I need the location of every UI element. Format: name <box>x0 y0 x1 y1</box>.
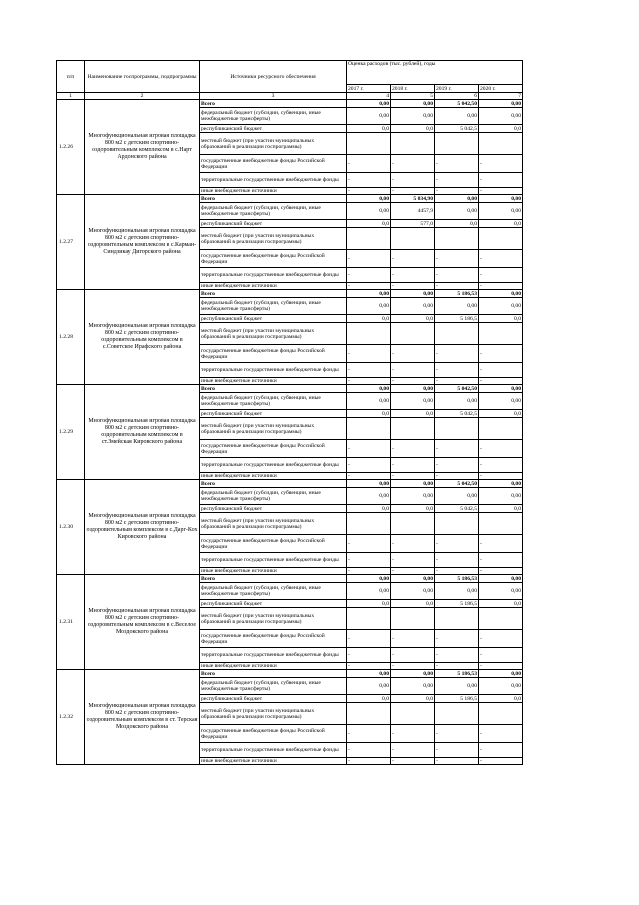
value-state-funds-1: - <box>391 535 435 553</box>
value-other-sources-2: - <box>435 568 479 575</box>
value-federal-1: 0,00 <box>391 108 435 125</box>
source-label-other-sources: иные внебюджетные источники <box>200 473 347 480</box>
source-label-state-funds: государственные внебюджетные фонды Российской Федерации <box>200 725 347 743</box>
value-territorial-funds-3: - <box>479 743 523 758</box>
value-other-sources-3: - <box>479 283 523 290</box>
value-republican-0: 0,0 <box>347 220 391 228</box>
value-territorial-funds-0: - <box>347 458 391 473</box>
value-total-2: 5 042,50 <box>435 480 479 488</box>
source-label-federal: федеральный бюджет (субсидии, субвенции, иные межбюджетные трансферты) <box>200 583 347 600</box>
value-state-funds-0: - <box>347 725 391 743</box>
value-territorial-funds-3: - <box>479 458 523 473</box>
value-other-sources-2: - <box>435 283 479 290</box>
value-state-funds-3: - <box>479 630 523 648</box>
value-total-1: 0,00 <box>391 100 435 108</box>
value-local-2 <box>435 513 479 535</box>
value-federal-1: 0,00 <box>391 678 435 695</box>
value-territorial-funds-2: - <box>435 743 479 758</box>
value-total-2: 5 186,53 <box>435 575 479 583</box>
source-label-state-funds: государственные внебюджетные фонды Российской Федерации <box>200 535 347 553</box>
value-territorial-funds-2: - <box>435 458 479 473</box>
value-republican-2: 0,0 <box>435 220 479 228</box>
value-local-3 <box>479 323 523 345</box>
projects-body <box>57 100 523 765</box>
value-total-0: 0,00 <box>347 195 391 203</box>
value-state-funds-1: - <box>391 250 435 268</box>
project-name: Многофункциональная игровая площадка 800 м2 с детским спортивно-оздоровительным комплексом в с.Карман-Синдзикау Дигорского района <box>85 195 200 290</box>
value-total-0: 0,00 <box>347 480 391 488</box>
source-label-state-funds: государственные внебюджетные фонды Российской Федерации <box>200 630 347 648</box>
value-republican-2: 5 186,5 <box>435 600 479 608</box>
value-other-sources-3: - <box>479 758 523 765</box>
table-row <box>57 480 523 488</box>
value-republican-3: 0,0 <box>479 315 523 323</box>
project-name: Многофункциональная игровая площадка 800 м2 с детским спортивно-оздоровительным комплексом в ст. Терская Моздокского района <box>85 670 200 765</box>
value-total-1: 0,00 <box>391 670 435 678</box>
project-name: Многофункциональная игровая площадка 800 м2 с детским спортивно-оздоровительным комплексом в с.Дарг-Кох Кировского района <box>85 480 200 575</box>
value-republican-1: 0,0 <box>391 505 435 513</box>
value-other-sources-0: - <box>347 188 391 195</box>
value-state-funds-3: - <box>479 155 523 173</box>
source-label-other-sources: иные внебюджетные источники <box>200 188 347 195</box>
value-state-funds-2: - <box>435 155 479 173</box>
budget-table <box>56 60 523 765</box>
value-local-3 <box>479 228 523 250</box>
value-federal-0: 0,00 <box>347 108 391 125</box>
value-territorial-funds-2: - <box>435 553 479 568</box>
value-federal-0: 0,00 <box>347 393 391 410</box>
value-local-2 <box>435 323 479 345</box>
value-other-sources-0: - <box>347 473 391 480</box>
value-local-1 <box>391 133 435 155</box>
value-other-sources-2: - <box>435 663 479 670</box>
value-federal-2: 0,00 <box>435 488 479 505</box>
value-republican-2: 5 186,5 <box>435 315 479 323</box>
value-local-2 <box>435 703 479 725</box>
value-republican-3: 0,0 <box>479 695 523 703</box>
value-federal-3: 0,00 <box>479 393 523 410</box>
value-total-1: 0,00 <box>391 575 435 583</box>
value-local-1 <box>391 608 435 630</box>
value-federal-0: 0,00 <box>347 488 391 505</box>
project-name: Многофункциональная игровая площадка 800 м2 с детским спортивно-оздоровительным комплексом в с.Веселое Моздокского района <box>85 575 200 670</box>
value-other-sources-3: - <box>479 663 523 670</box>
value-other-sources-1: - <box>391 188 435 195</box>
value-total-3: 0,00 <box>479 195 523 203</box>
value-federal-1: 0,00 <box>391 298 435 315</box>
value-state-funds-0: - <box>347 250 391 268</box>
source-label-federal: федеральный бюджет (субсидии, субвенции, иные межбюджетные трансферты) <box>200 393 347 410</box>
value-territorial-funds-2: - <box>435 363 479 378</box>
value-local-0 <box>347 703 391 725</box>
value-other-sources-2: - <box>435 188 479 195</box>
value-total-3: 0,00 <box>479 670 523 678</box>
value-territorial-funds-3: - <box>479 648 523 663</box>
source-label-federal: федеральный бюджет (субсидии, субвенции, иные межбюджетные трансферты) <box>200 203 347 220</box>
source-label-other-sources: иные внебюджетные источники <box>200 568 347 575</box>
source-label-total: Всего <box>200 575 347 583</box>
value-other-sources-0: - <box>347 283 391 290</box>
value-local-1 <box>391 323 435 345</box>
project-number: 1.2.28 <box>57 290 85 385</box>
value-local-1 <box>391 703 435 725</box>
value-local-0 <box>347 133 391 155</box>
value-state-funds-2: - <box>435 250 479 268</box>
table-row <box>57 290 523 298</box>
value-republican-0: 0,0 <box>347 505 391 513</box>
source-label-territorial-funds: территориальные государственные внебюджетные фонды <box>200 648 347 663</box>
source-label-republican: республиканский бюджет <box>200 600 347 608</box>
value-territorial-funds-1: - <box>391 363 435 378</box>
value-state-funds-0: - <box>347 535 391 553</box>
value-republican-3: 0,0 <box>479 220 523 228</box>
value-republican-0: 0,0 <box>347 410 391 418</box>
value-total-2: 0,00 <box>435 195 479 203</box>
value-state-funds-3: - <box>479 725 523 743</box>
value-total-2: 5 042,50 <box>435 100 479 108</box>
header-year-2019: 2019 г. <box>435 85 479 93</box>
value-other-sources-0: - <box>347 663 391 670</box>
source-label-other-sources: иные внебюджетные источники <box>200 283 347 290</box>
table-row <box>57 575 523 583</box>
value-total-0: 0,00 <box>347 575 391 583</box>
source-label-state-funds: государственные внебюджетные фонды Российской Федерации <box>200 155 347 173</box>
value-local-0 <box>347 228 391 250</box>
value-territorial-funds-2: - <box>435 648 479 663</box>
value-republican-3: 0,0 <box>479 410 523 418</box>
value-state-funds-0: - <box>347 345 391 363</box>
source-label-territorial-funds: территориальные государственные внебюджетные фонды <box>200 553 347 568</box>
value-republican-2: 5 042,5 <box>435 125 479 133</box>
source-label-total: Всего <box>200 100 347 108</box>
value-state-funds-3: - <box>479 250 523 268</box>
col-number-5: 5 <box>391 93 435 100</box>
value-republican-1: 0,0 <box>391 695 435 703</box>
value-total-3: 0,00 <box>479 575 523 583</box>
source-label-other-sources: иные внебюджетные источники <box>200 663 347 670</box>
value-local-2 <box>435 418 479 440</box>
value-state-funds-2: - <box>435 725 479 743</box>
value-republican-0: 0,0 <box>347 125 391 133</box>
value-local-1 <box>391 228 435 250</box>
value-republican-0: 0,0 <box>347 315 391 323</box>
value-territorial-funds-3: - <box>479 363 523 378</box>
value-territorial-funds-2: - <box>435 268 479 283</box>
value-state-funds-1: - <box>391 155 435 173</box>
project-name: Многофункциональная игровая площадка 800 м2 с детским спортивно-оздоровительным комплексом в ст.Змейская Кировского района <box>85 385 200 480</box>
project-name: Многофункциональная игровая площадка 800 м2 с детским спортивно-оздоровительным комплексом в с.Советское Ирафского района <box>85 290 200 385</box>
header-source: Источники ресурсного обеспечения <box>200 61 347 93</box>
value-other-sources-1: - <box>391 758 435 765</box>
source-label-federal: федеральный бюджет (субсидии, субвенции, иные межбюджетные трансферты) <box>200 488 347 505</box>
value-federal-1: 0,00 <box>391 393 435 410</box>
value-republican-1: 0,0 <box>391 315 435 323</box>
value-republican-1: 0,0 <box>391 600 435 608</box>
value-territorial-funds-1: - <box>391 268 435 283</box>
value-state-funds-2: - <box>435 535 479 553</box>
value-other-sources-0: - <box>347 568 391 575</box>
source-label-republican: республиканский бюджет <box>200 410 347 418</box>
col-number-6: 6 <box>435 93 479 100</box>
col-number-1: 1 <box>57 93 85 100</box>
value-total-2: 5 186,53 <box>435 670 479 678</box>
source-label-total: Всего <box>200 480 347 488</box>
value-territorial-funds-1: - <box>391 553 435 568</box>
source-label-territorial-funds: территориальные государственные внебюджетные фонды <box>200 173 347 188</box>
value-total-0: 0,00 <box>347 385 391 393</box>
source-label-state-funds: государственные внебюджетные фонды Российской Федерации <box>200 250 347 268</box>
project-number: 1.2.26 <box>57 100 85 195</box>
value-local-1 <box>391 418 435 440</box>
source-label-total: Всего <box>200 195 347 203</box>
project-number: 1.2.30 <box>57 480 85 575</box>
value-state-funds-3: - <box>479 440 523 458</box>
value-other-sources-2: - <box>435 473 479 480</box>
header-year-2020: 2020 г. <box>479 85 523 93</box>
value-federal-3: 0,00 <box>479 203 523 220</box>
value-other-sources-3: - <box>479 378 523 385</box>
value-total-3: 0,00 <box>479 290 523 298</box>
header-year-2018: 2018 г. <box>391 85 435 93</box>
source-label-federal: федеральный бюджет (субсидии, субвенции, иные межбюджетные трансферты) <box>200 108 347 125</box>
value-local-3 <box>479 418 523 440</box>
source-label-local: местный бюджет (при участии муниципальных образований в реализации госпрограммы) <box>200 133 347 155</box>
value-total-3: 0,00 <box>479 100 523 108</box>
header-estimate: Оценка расходов (тыс. рублей), годы <box>347 61 523 85</box>
value-federal-1: 0,00 <box>391 488 435 505</box>
value-local-0 <box>347 513 391 535</box>
value-federal-1: 0,00 <box>391 583 435 600</box>
value-federal-3: 0,00 <box>479 583 523 600</box>
source-label-territorial-funds: территориальные государственные внебюджетные фонды <box>200 268 347 283</box>
value-territorial-funds-0: - <box>347 173 391 188</box>
header-year-2017: 2017 г. <box>347 85 391 93</box>
value-total-0: 0,00 <box>347 100 391 108</box>
value-total-0: 0,00 <box>347 290 391 298</box>
value-federal-3: 0,00 <box>479 298 523 315</box>
value-other-sources-2: - <box>435 378 479 385</box>
source-label-total: Всего <box>200 290 347 298</box>
value-territorial-funds-1: - <box>391 648 435 663</box>
source-label-republican: республиканский бюджет <box>200 695 347 703</box>
value-other-sources-1: - <box>391 283 435 290</box>
value-state-funds-2: - <box>435 345 479 363</box>
col-number-2: 2 <box>85 93 200 100</box>
source-label-territorial-funds: территориальные государственные внебюджетные фонды <box>200 458 347 473</box>
source-label-local: местный бюджет (при участии муниципальных образований в реализации госпрограммы) <box>200 323 347 345</box>
value-other-sources-0: - <box>347 758 391 765</box>
project-number: 1.2.27 <box>57 195 85 290</box>
value-other-sources-2: - <box>435 758 479 765</box>
value-state-funds-2: - <box>435 630 479 648</box>
value-republican-3: 0,0 <box>479 505 523 513</box>
source-label-republican: республиканский бюджет <box>200 505 347 513</box>
value-federal-1: 4457,9 <box>391 203 435 220</box>
value-total-2: 5 042,50 <box>435 385 479 393</box>
value-republican-1: 0,0 <box>391 125 435 133</box>
value-federal-2: 0,00 <box>435 298 479 315</box>
table-row <box>57 385 523 393</box>
value-total-1: 5 034,90 <box>391 195 435 203</box>
source-label-other-sources: иные внебюджетные источники <box>200 758 347 765</box>
source-label-territorial-funds: территориальные государственные внебюджетные фонды <box>200 363 347 378</box>
value-republican-2: 5 042,5 <box>435 410 479 418</box>
source-label-local: местный бюджет (при участии муниципальных образований в реализации госпрограммы) <box>200 228 347 250</box>
value-total-1: 0,00 <box>391 480 435 488</box>
value-federal-2: 0,00 <box>435 203 479 220</box>
value-republican-1: 0,0 <box>391 410 435 418</box>
value-state-funds-0: - <box>347 630 391 648</box>
source-label-local: местный бюджет (при участии муниципальных образований в реализации госпрограммы) <box>200 513 347 535</box>
value-state-funds-1: - <box>391 630 435 648</box>
value-republican-2: 5 042,5 <box>435 505 479 513</box>
value-other-sources-0: - <box>347 378 391 385</box>
value-federal-0: 0,00 <box>347 678 391 695</box>
value-total-2: 5 186,53 <box>435 290 479 298</box>
value-state-funds-1: - <box>391 440 435 458</box>
value-local-0 <box>347 418 391 440</box>
value-other-sources-1: - <box>391 568 435 575</box>
value-republican-0: 0,0 <box>347 600 391 608</box>
source-label-republican: республиканский бюджет <box>200 315 347 323</box>
value-local-3 <box>479 703 523 725</box>
value-territorial-funds-1: - <box>391 743 435 758</box>
value-territorial-funds-0: - <box>347 363 391 378</box>
value-territorial-funds-1: - <box>391 173 435 188</box>
value-state-funds-1: - <box>391 725 435 743</box>
value-republican-2: 5 186,5 <box>435 695 479 703</box>
value-federal-2: 0,00 <box>435 108 479 125</box>
value-state-funds-0: - <box>347 155 391 173</box>
value-federal-2: 0,00 <box>435 678 479 695</box>
value-other-sources-3: - <box>479 188 523 195</box>
value-local-3 <box>479 513 523 535</box>
source-label-other-sources: иные внебюджетные источники <box>200 378 347 385</box>
source-label-local: местный бюджет (при участии муниципальных образований в реализации госпрограммы) <box>200 418 347 440</box>
value-total-3: 0,00 <box>479 385 523 393</box>
value-other-sources-3: - <box>479 473 523 480</box>
value-republican-3: 0,0 <box>479 125 523 133</box>
header-num: п/п <box>57 61 85 93</box>
col-number-3: 3 <box>200 93 347 100</box>
value-territorial-funds-3: - <box>479 268 523 283</box>
value-other-sources-1: - <box>391 473 435 480</box>
value-republican-3: 0,0 <box>479 600 523 608</box>
value-federal-3: 0,00 <box>479 108 523 125</box>
source-label-state-funds: государственные внебюджетные фонды Российской Федерации <box>200 345 347 363</box>
value-federal-2: 0,00 <box>435 393 479 410</box>
value-state-funds-0: - <box>347 440 391 458</box>
header-name: Наименование госпрограммы, подпрограммы <box>85 61 200 93</box>
col-number-7: 7 <box>479 93 523 100</box>
col-number-4: 4 <box>347 93 391 100</box>
value-local-3 <box>479 608 523 630</box>
value-local-2 <box>435 228 479 250</box>
table-header <box>57 61 523 100</box>
value-total-0: 0,00 <box>347 670 391 678</box>
table-row <box>57 100 523 108</box>
value-other-sources-1: - <box>391 663 435 670</box>
value-territorial-funds-3: - <box>479 553 523 568</box>
source-label-territorial-funds: территориальные государственные внебюджетные фонды <box>200 743 347 758</box>
value-federal-0: 0,00 <box>347 203 391 220</box>
value-state-funds-1: - <box>391 345 435 363</box>
value-other-sources-3: - <box>479 568 523 575</box>
project-number: 1.2.31 <box>57 575 85 670</box>
value-local-2 <box>435 608 479 630</box>
value-total-1: 0,00 <box>391 385 435 393</box>
value-territorial-funds-0: - <box>347 743 391 758</box>
source-label-local: местный бюджет (при участии муниципальных образований в реализации госпрограммы) <box>200 608 347 630</box>
source-label-state-funds: государственные внебюджетные фонды Российской Федерации <box>200 440 347 458</box>
value-republican-1: 577,0 <box>391 220 435 228</box>
value-territorial-funds-0: - <box>347 648 391 663</box>
value-total-3: 0,00 <box>479 480 523 488</box>
value-local-2 <box>435 133 479 155</box>
value-territorial-funds-3: - <box>479 173 523 188</box>
value-local-1 <box>391 513 435 535</box>
project-number: 1.2.32 <box>57 670 85 765</box>
value-federal-0: 0,00 <box>347 298 391 315</box>
value-total-1: 0,00 <box>391 290 435 298</box>
value-state-funds-3: - <box>479 535 523 553</box>
value-state-funds-3: - <box>479 345 523 363</box>
project-name: Многофункциональная игровая площадка 800 м2 с детским спортивно-оздоровительным комплексом в с.Нарт Ардонского района <box>85 100 200 195</box>
value-state-funds-2: - <box>435 440 479 458</box>
value-federal-3: 0,00 <box>479 488 523 505</box>
source-label-total: Всего <box>200 670 347 678</box>
source-label-republican: республиканский бюджет <box>200 220 347 228</box>
table-row <box>57 195 523 203</box>
project-number: 1.2.29 <box>57 385 85 480</box>
value-territorial-funds-0: - <box>347 553 391 568</box>
value-territorial-funds-1: - <box>391 458 435 473</box>
source-label-local: местный бюджет (при участии муниципальных образований в реализации госпрограммы) <box>200 703 347 725</box>
source-label-federal: федеральный бюджет (субсидии, субвенции, иные межбюджетные трансферты) <box>200 678 347 695</box>
source-label-total: Всего <box>200 385 347 393</box>
value-local-0 <box>347 608 391 630</box>
value-federal-3: 0,00 <box>479 678 523 695</box>
value-territorial-funds-0: - <box>347 268 391 283</box>
value-republican-0: 0,0 <box>347 695 391 703</box>
table-row <box>57 670 523 678</box>
value-federal-0: 0,00 <box>347 583 391 600</box>
value-other-sources-1: - <box>391 378 435 385</box>
source-label-republican: республиканский бюджет <box>200 125 347 133</box>
source-label-federal: федеральный бюджет (субсидии, субвенции, иные межбюджетные трансферты) <box>200 298 347 315</box>
value-federal-2: 0,00 <box>435 583 479 600</box>
value-local-3 <box>479 133 523 155</box>
value-territorial-funds-2: - <box>435 173 479 188</box>
value-local-0 <box>347 323 391 345</box>
